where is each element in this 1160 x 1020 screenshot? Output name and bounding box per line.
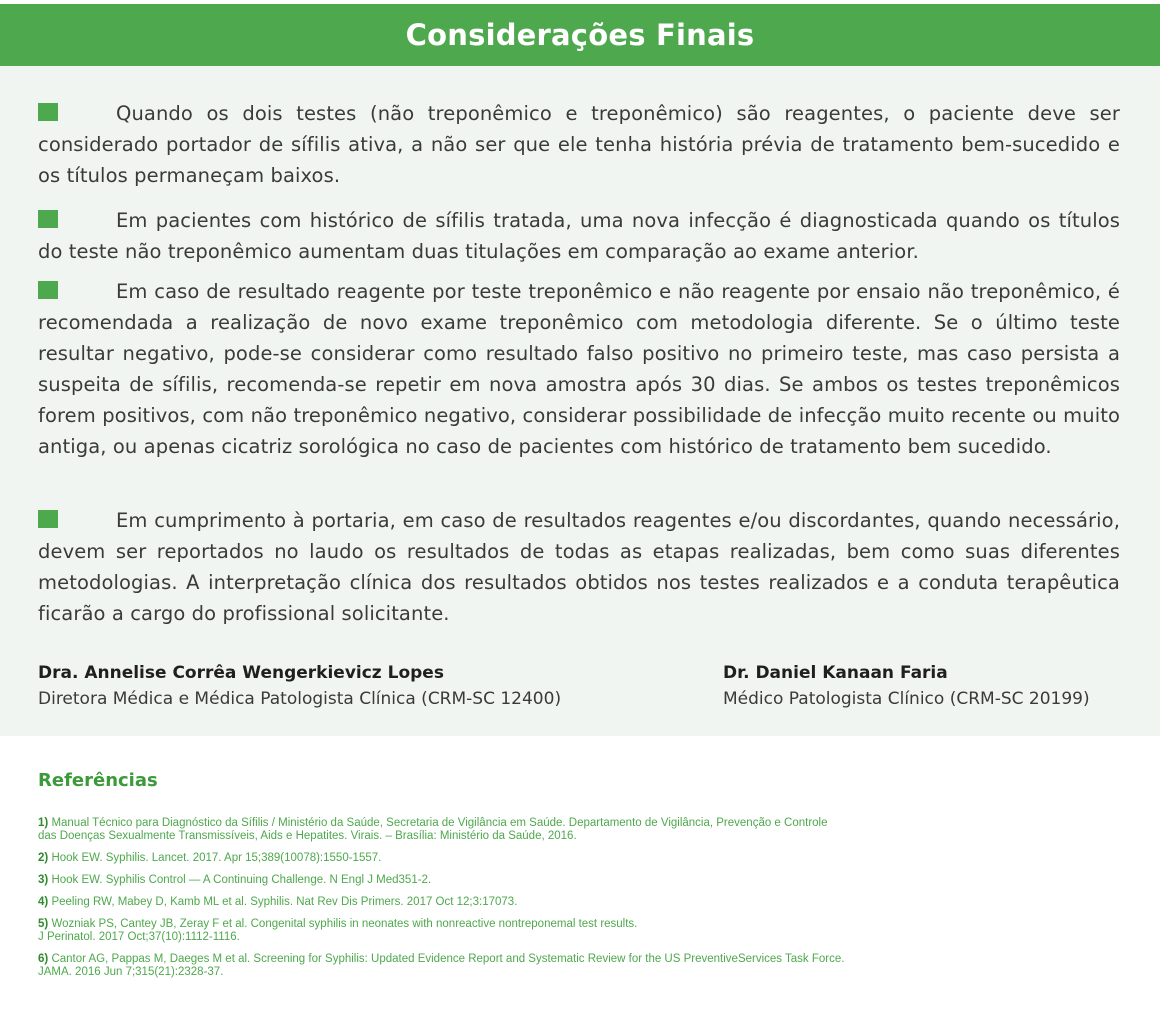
reference-number: 6) (38, 953, 49, 965)
section-header (0, 4, 1160, 66)
references-section (38, 770, 1128, 988)
paragraph-text: Em cumprimento à portaria, em caso de resultados reagentes e/ou discordantes, quando necessário, devem ser reportados no laudo os resultados de todas as etapas realizadas, bem como suas diferentes metodologias. A interpretação clínica dos resultados obtidos nos testes realizados e a conduta terapêutica ficarão a cargo do profissional solicitante. (38, 509, 1120, 625)
reference-text: Hook EW. Syphilis. Lancet. 2017. Apr 15;389(10078):1550-1557. (51, 852, 382, 864)
reference-text-cont: JAMA. 2016 Jun 7;315(21):2328-37. (38, 966, 224, 978)
reference-item (38, 896, 1128, 909)
signature-name: Dr. Daniel Kanaan Faria (723, 663, 948, 683)
reference-text-cont: J Perinatol. 2017 Oct;37(10):1112-1116. (38, 931, 240, 943)
reference-number: 1) (38, 817, 49, 829)
paragraph-text: Em pacientes com histórico de sífilis tratada, uma nova infecção é diagnosticada quando os títulos do teste não treponêmico aumentam duas titulações em comparação ao exame anterior. (38, 209, 1120, 263)
reference-number: 5) (38, 918, 49, 930)
reference-text: Hook EW. Syphilis Control — A Continuing Challenge. N Engl J Med351-2. (51, 874, 432, 886)
paragraph-3 (38, 276, 1120, 462)
reference-text-cont: das Doenças Sexualmente Transmissíveis, Aids e Hepatites. Virais. – Brasília: Ministério da Saúde, 2016. (38, 830, 577, 842)
reference-item (38, 918, 1128, 944)
signature-left (38, 662, 561, 712)
signature-right (723, 662, 1090, 712)
signature-name: Dra. Annelise Corrêa Wengerkievicz Lopes (38, 663, 444, 683)
reference-number: 3) (38, 874, 49, 886)
paragraph-4 (38, 505, 1120, 629)
square-bullet-icon (38, 510, 58, 528)
reference-text: Cantor AG, Pappas M, Daeges M et al. Screening for Syphilis: Updated Evidence Report and Systematic Review for the US PreventiveServices Task Force. (51, 953, 845, 965)
reference-text: Peeling RW, Mabey D, Kamb ML et al. Syphilis. Nat Rev Dis Primers. 2017 Oct 12;3:17073. (51, 896, 518, 908)
square-bullet-icon (38, 103, 58, 121)
reference-text: Manual Técnico para Diagnóstico da Sífilis / Ministério da Saúde, Secretaria de Vigilância em Saúde. Departamento de Vigilância, Prevenção e Controle (51, 817, 828, 829)
reference-item (38, 817, 1128, 843)
section-title: Considerações Finais (405, 18, 755, 52)
paragraph-2 (38, 205, 1120, 267)
reference-item (38, 852, 1128, 865)
reference-text: Wozniak PS, Cantey JB, Zeray F et al. Congenital syphilis in neonates with nonreactive nontreponemal test results. (51, 918, 638, 930)
paragraph-text: Quando os dois testes (não treponêmico e treponêmico) são reagentes, o paciente deve ser considerado portador de sífilis ativa, a não ser que ele tenha história prévia de tratamento bem-sucedido e os títulos permaneçam baixos. (38, 102, 1120, 187)
references-title: Referências (38, 770, 158, 791)
signature-role: Médico Patologista Clínico (CRM-SC 20199) (723, 689, 1090, 709)
reference-item (38, 874, 1128, 887)
reference-number: 2) (38, 852, 49, 864)
paragraph-1 (38, 98, 1120, 191)
paragraph-text: Em caso de resultado reagente por teste treponêmico e não reagente por ensaio não treponêmico, é recomendada a realização de novo exame treponêmico com metodologia diferente. Se o último teste resultar negativo, pode-se considerar como resultado falso positivo no primeiro teste, mas caso persista a suspeita de sífilis, recomenda-se repetir em nova amostra após 30 dias. Se ambos os testes treponêmicos forem positivos, com não treponêmico negativo, considerar possibilidade de infecção muito recente ou muito antiga, ou apenas cicatriz sorológica no caso de pacientes com histórico de tratamento bem sucedido. (38, 280, 1120, 458)
conclusions-panel (0, 66, 1160, 736)
reference-number: 4) (38, 896, 49, 908)
reference-item (38, 953, 1128, 979)
square-bullet-icon (38, 281, 58, 299)
square-bullet-icon (38, 210, 58, 228)
signature-role: Diretora Médica e Médica Patologista Clínica (CRM-SC 12400) (38, 689, 562, 709)
